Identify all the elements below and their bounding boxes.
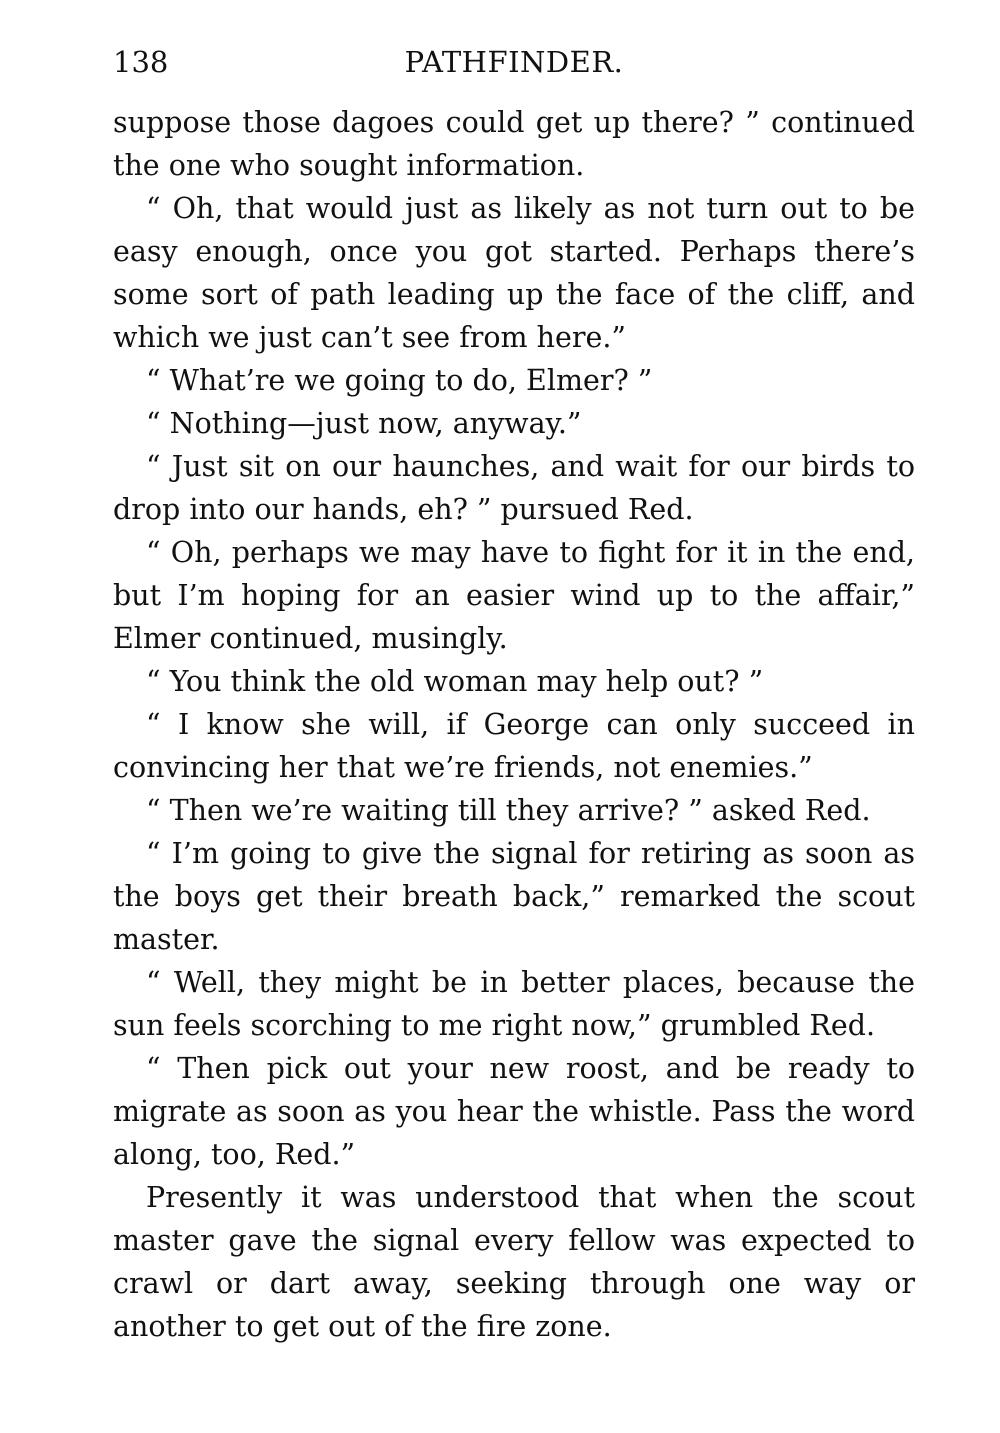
paragraph: “ I know she will, if George can only succeed in convincing her that we’re friends, not enemies.” (113, 708, 915, 784)
page-header (113, 40, 915, 90)
paragraph: “ I’m going to give the signal for retiring as soon as the boys get their breath back,” remarked the scout master. (113, 837, 915, 956)
paragraph: “ You think the old woman may help out? ” (146, 665, 764, 698)
body-text (113, 101, 915, 1348)
paragraph: Presently it was understood that when the scout master gave the signal every fellow was expected to crawl or dart away, seeking through one way or another to get out of the fire zone. (113, 1181, 915, 1343)
page-number: 138 (113, 45, 169, 79)
paragraph: “ Nothing—just now, anyway.” (146, 407, 582, 440)
paragraph: “ Then pick out your new roost, and be ready to migrate as soon as you hear the whistle. Pass the word along, too, Red.” (113, 1052, 915, 1171)
paragraph: “ Then we’re waiting till they arrive? ” asked Red. (146, 794, 871, 827)
paragraph: “ Oh, perhaps we may have to fight for it in the end, but I’m hoping for an easier wind up to the affair,” Elmer continued, musingly. (113, 536, 915, 655)
paragraph: “ Well, they might be in better places, because the sun feels scorching to me right now,” grumbled Red. (113, 966, 915, 1042)
running-title: PATHFINDER. (404, 45, 624, 79)
paragraph: suppose those dagoes could get up there? ” continued the one who sought information. (113, 106, 915, 182)
paragraph: “ Oh, that would just as likely as not turn out to be easy enough, once you got started. Perhaps there’s some sort of path leading up the face of the cliff, and which we just can’t see from here.” (113, 192, 915, 354)
paragraph: “ What’re we going to do, Elmer? ” (146, 364, 653, 397)
paragraph: “ Just sit on our haunches, and wait for our birds to drop into our hands, eh? ” pursued Red. (113, 450, 915, 526)
